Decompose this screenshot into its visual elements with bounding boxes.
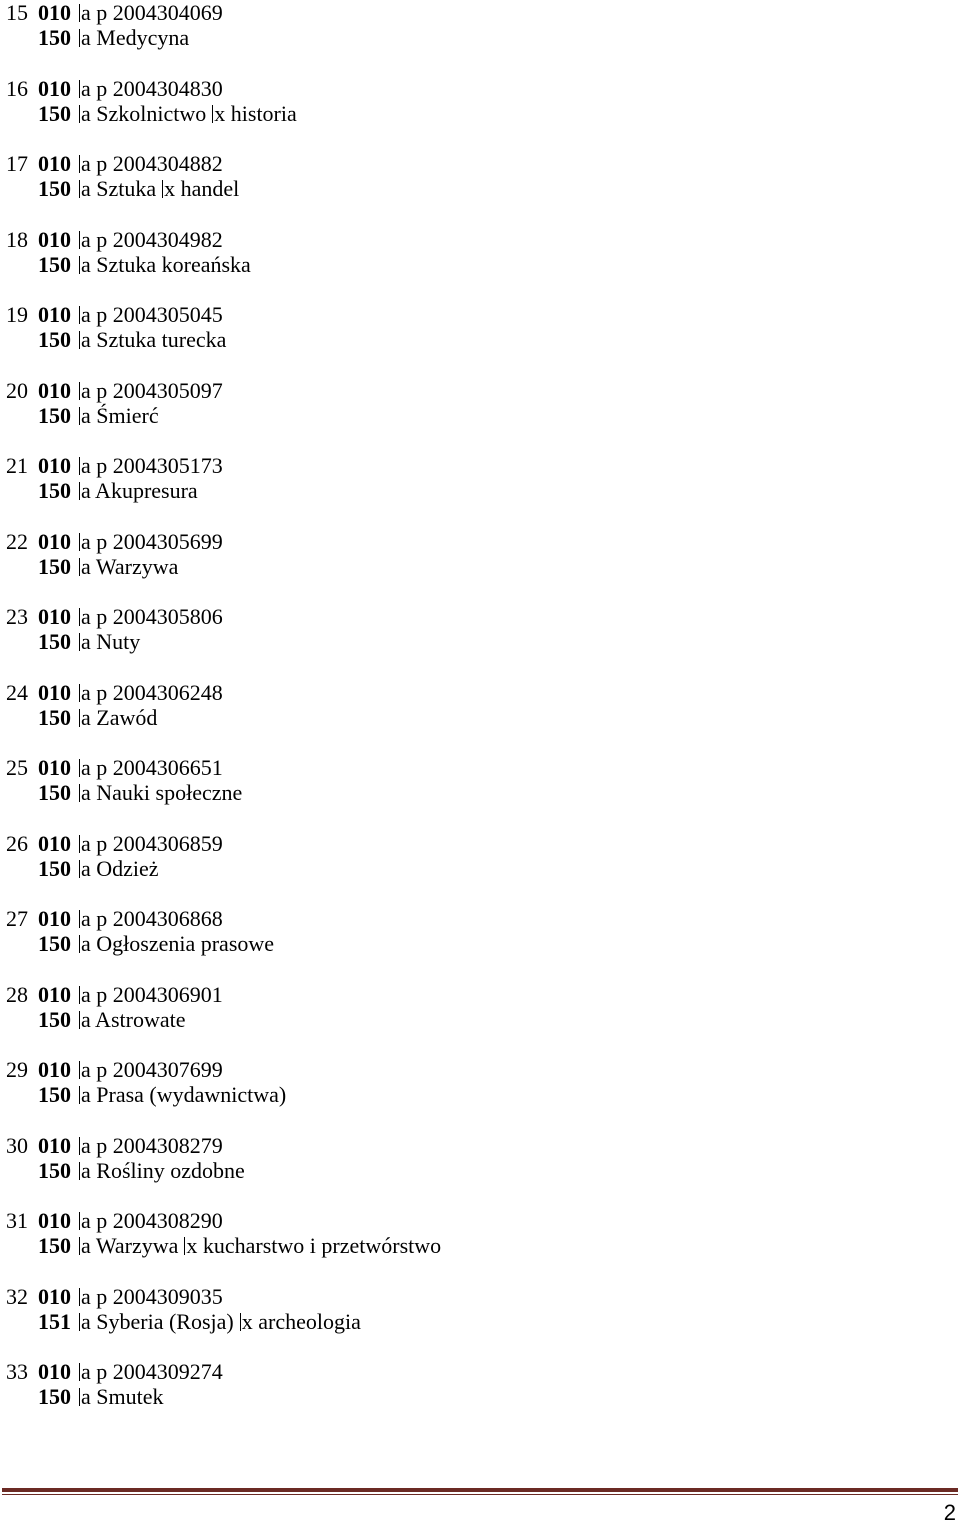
authority-record — [0, 76, 960, 152]
record-line-010 — [0, 227, 223, 253]
record-line-010 — [0, 0, 223, 26]
field-tag: 010 — [38, 830, 71, 856]
field-tag: 150 — [38, 855, 71, 881]
record-line-010 — [0, 1359, 223, 1385]
subject-heading: a Warzywa — [81, 1233, 179, 1258]
subject-heading: a Warzywa — [81, 553, 179, 579]
control-number: a p 2004304830 — [81, 75, 223, 101]
field-tag: 150 — [38, 1157, 71, 1183]
authority-record — [0, 831, 960, 907]
field-tag: 010 — [38, 1057, 71, 1082]
authority-record — [0, 755, 960, 831]
record-line-heading — [0, 705, 157, 731]
record-number: 23 — [6, 604, 28, 629]
subfield-delimiter — [79, 709, 80, 727]
authority-record — [0, 906, 960, 982]
authority-record — [0, 1057, 960, 1133]
record-number: 28 — [6, 981, 28, 1007]
subject-heading: a Sztuka — [81, 176, 157, 201]
field-tag: 150 — [38, 402, 71, 428]
field-tag: 150 — [38, 100, 71, 126]
record-line-heading — [0, 1007, 185, 1033]
subfield-delimiter — [79, 1212, 80, 1230]
control-number: a p 2004305806 — [81, 604, 223, 629]
record-line-heading — [0, 780, 242, 806]
subject-heading: a Smutek — [81, 1384, 164, 1409]
subject-subdivision: x handel — [164, 176, 240, 201]
record-line-heading — [0, 1309, 361, 1335]
record-line-heading — [0, 629, 140, 655]
record-number: 24 — [6, 679, 28, 705]
subfield-delimiter — [79, 155, 80, 173]
field-tag: 150 — [38, 25, 71, 50]
subfield-delimiter — [79, 382, 80, 400]
record-line-heading — [0, 1158, 245, 1184]
record-number: 26 — [6, 830, 28, 856]
field-tag: 010 — [38, 604, 71, 629]
field-tag: 010 — [38, 1283, 71, 1309]
record-line-heading — [0, 554, 178, 580]
subfield-delimiter — [79, 1162, 80, 1180]
field-tag: 010 — [38, 755, 71, 780]
subfield-delimiter — [79, 482, 80, 500]
subject-subdivision: x kucharstwo i przetwórstwo — [186, 1233, 442, 1258]
field-tag: 010 — [38, 151, 71, 176]
control-number: a p 2004306901 — [81, 981, 223, 1007]
subject-heading: a Zawód — [81, 704, 158, 730]
subfield-delimiter — [79, 1363, 80, 1381]
record-number: 15 — [6, 0, 28, 25]
subject-heading: a Nauki społeczne — [81, 780, 243, 805]
subfield-delimiter — [79, 306, 80, 324]
subfield-delimiter — [79, 407, 80, 425]
authority-record — [0, 604, 960, 680]
subfield-delimiter — [79, 231, 80, 249]
record-number: 31 — [6, 1208, 28, 1233]
subfield-delimiter — [79, 608, 80, 626]
field-tag: 150 — [38, 1006, 71, 1032]
subfield-delimiter — [79, 1388, 80, 1406]
subfield-delimiter — [79, 80, 80, 98]
record-line-010 — [0, 906, 223, 932]
record-number: 16 — [6, 75, 28, 101]
subfield-delimiter — [79, 835, 80, 853]
record-number: 30 — [6, 1132, 28, 1158]
authority-record — [0, 680, 960, 756]
field-tag: 010 — [38, 302, 71, 327]
subfield-delimiter — [162, 180, 163, 198]
record-number: 18 — [6, 226, 28, 252]
record-number: 25 — [6, 755, 28, 780]
record-line-010 — [0, 529, 223, 555]
authority-record — [0, 1284, 960, 1360]
control-number: a p 2004305045 — [81, 302, 223, 327]
subfield-delimiter — [79, 1061, 80, 1079]
record-line-010 — [0, 378, 223, 404]
authority-record — [0, 151, 960, 227]
control-number: a p 2004309035 — [81, 1283, 223, 1309]
record-line-heading — [0, 1082, 286, 1108]
record-line-010 — [0, 831, 223, 857]
subfield-delimiter — [79, 256, 80, 274]
field-tag: 150 — [38, 251, 71, 277]
control-number: a p 2004305173 — [81, 453, 223, 478]
authority-record — [0, 378, 960, 454]
record-line-010 — [0, 604, 223, 630]
field-tag: 150 — [38, 780, 71, 805]
field-tag: 010 — [38, 0, 71, 25]
authority-record — [0, 1359, 960, 1435]
authority-record — [0, 302, 960, 378]
field-tag: 150 — [38, 931, 71, 956]
record-line-heading — [0, 327, 226, 353]
control-number: a p 2004306859 — [81, 830, 223, 856]
subfield-delimiter — [79, 558, 80, 576]
subfield-delimiter — [79, 331, 80, 349]
subject-heading: a Nuty — [81, 629, 141, 654]
subfield-delimiter — [79, 105, 80, 123]
subject-heading: a Medycyna — [81, 25, 190, 50]
record-line-010 — [0, 302, 223, 328]
field-tag: 151 — [38, 1308, 71, 1334]
record-line-010 — [0, 453, 223, 479]
record-number: 33 — [6, 1359, 28, 1384]
subject-heading: a Akupresura — [81, 478, 198, 503]
field-tag: 010 — [38, 1208, 71, 1233]
control-number: a p 2004307699 — [81, 1057, 223, 1082]
footer-rule — [2, 1488, 958, 1492]
subfield-delimiter — [79, 684, 80, 702]
record-line-heading — [0, 856, 159, 882]
field-tag: 150 — [38, 478, 71, 503]
authority-record — [0, 529, 960, 605]
subfield-delimiter — [79, 1313, 80, 1331]
subfield-delimiter — [79, 784, 80, 802]
record-line-010 — [0, 680, 223, 706]
field-tag: 010 — [38, 1132, 71, 1158]
authority-record — [0, 0, 960, 76]
subject-heading: a Szkolnictwo — [81, 100, 207, 126]
record-line-heading — [0, 1384, 164, 1410]
authority-record — [0, 1208, 960, 1284]
field-tag: 150 — [38, 1384, 71, 1409]
subfield-delimiter — [79, 986, 80, 1004]
subfield-delimiter — [79, 1011, 80, 1029]
field-tag: 010 — [38, 906, 71, 931]
control-number: a p 2004305699 — [81, 528, 223, 554]
record-line-010 — [0, 755, 223, 781]
field-tag: 150 — [38, 1082, 71, 1107]
field-tag: 010 — [38, 528, 71, 554]
record-line-010 — [0, 151, 223, 177]
record-number: 29 — [6, 1057, 28, 1082]
field-tag: 010 — [38, 679, 71, 705]
record-number: 19 — [6, 302, 28, 327]
subfield-delimiter — [79, 1086, 80, 1104]
subject-heading: a Sztuka koreańska — [81, 251, 251, 277]
record-line-heading — [0, 931, 274, 957]
control-number: a p 2004304882 — [81, 151, 223, 176]
control-number: a p 2004309274 — [81, 1359, 223, 1384]
subject-subdivision: x archeologia — [241, 1308, 361, 1334]
record-line-heading — [0, 101, 297, 127]
field-tag: 010 — [38, 453, 71, 478]
field-tag: 150 — [38, 553, 71, 579]
field-tag: 150 — [38, 176, 71, 201]
subfield-delimiter — [240, 1313, 241, 1331]
subfield-delimiter — [79, 910, 80, 928]
control-number: a p 2004304982 — [81, 226, 223, 252]
record-line-010 — [0, 1208, 223, 1234]
field-tag: 010 — [38, 226, 71, 252]
subject-heading: a Astrowate — [81, 1006, 186, 1032]
record-number: 17 — [6, 151, 28, 176]
record-line-heading — [0, 252, 251, 278]
subfield-delimiter — [79, 633, 80, 651]
control-number: a p 2004304069 — [81, 0, 223, 25]
record-line-heading — [0, 1233, 441, 1259]
subject-heading: a Rośliny ozdobne — [81, 1157, 245, 1183]
control-number: a p 2004306651 — [81, 755, 223, 780]
record-number: 20 — [6, 377, 28, 403]
subject-heading: a Syberia (Rosja) — [81, 1308, 234, 1334]
subfield-delimiter — [79, 1237, 80, 1255]
footer-rule-thin — [2, 1494, 958, 1495]
record-number: 21 — [6, 453, 28, 478]
record-number: 27 — [6, 906, 28, 931]
field-tag: 150 — [38, 629, 71, 654]
control-number: a p 2004305097 — [81, 377, 223, 403]
control-number: a p 2004308279 — [81, 1132, 223, 1158]
subject-heading: a Śmierć — [81, 402, 159, 428]
record-line-010 — [0, 1284, 223, 1310]
subfield-delimiter — [79, 860, 80, 878]
authority-record — [0, 1133, 960, 1209]
subject-heading: a Sztuka turecka — [81, 327, 227, 352]
field-tag: 010 — [38, 377, 71, 403]
subject-heading: a Ogłoszenia prasowe — [81, 931, 275, 956]
subfield-delimiter — [79, 759, 80, 777]
field-tag: 010 — [38, 981, 71, 1007]
page-number: 2 — [943, 1500, 956, 1525]
record-line-heading — [0, 25, 189, 51]
record-number: 32 — [6, 1283, 28, 1309]
subfield-delimiter — [79, 1288, 80, 1306]
authority-record — [0, 453, 960, 529]
subfield-delimiter — [79, 4, 80, 22]
record-line-010 — [0, 1057, 223, 1083]
record-line-heading — [0, 403, 159, 429]
subject-heading: a Odzież — [81, 855, 159, 881]
subfield-delimiter — [79, 457, 80, 475]
field-tag: 150 — [38, 1233, 71, 1258]
record-line-010 — [0, 76, 223, 102]
subfield-delimiter — [79, 29, 80, 47]
subject-heading: a Prasa (wydawnictwa) — [81, 1082, 287, 1107]
subject-subdivision: x historia — [214, 100, 297, 126]
record-line-heading — [0, 478, 198, 504]
field-tag: 150 — [38, 327, 71, 352]
field-tag: 010 — [38, 75, 71, 101]
authority-record — [0, 982, 960, 1058]
record-line-heading — [0, 176, 239, 202]
field-tag: 150 — [38, 704, 71, 730]
control-number: a p 2004308290 — [81, 1208, 223, 1233]
subfield-delimiter — [79, 533, 80, 551]
subfield-delimiter — [79, 180, 80, 198]
authority-record — [0, 227, 960, 303]
subfield-delimiter — [79, 935, 80, 953]
record-line-010 — [0, 982, 223, 1008]
field-tag: 010 — [38, 1359, 71, 1384]
control-number: a p 2004306868 — [81, 906, 223, 931]
control-number: a p 2004306248 — [81, 679, 223, 705]
record-number: 22 — [6, 528, 28, 554]
subfield-delimiter — [79, 1137, 80, 1155]
record-line-010 — [0, 1133, 223, 1159]
